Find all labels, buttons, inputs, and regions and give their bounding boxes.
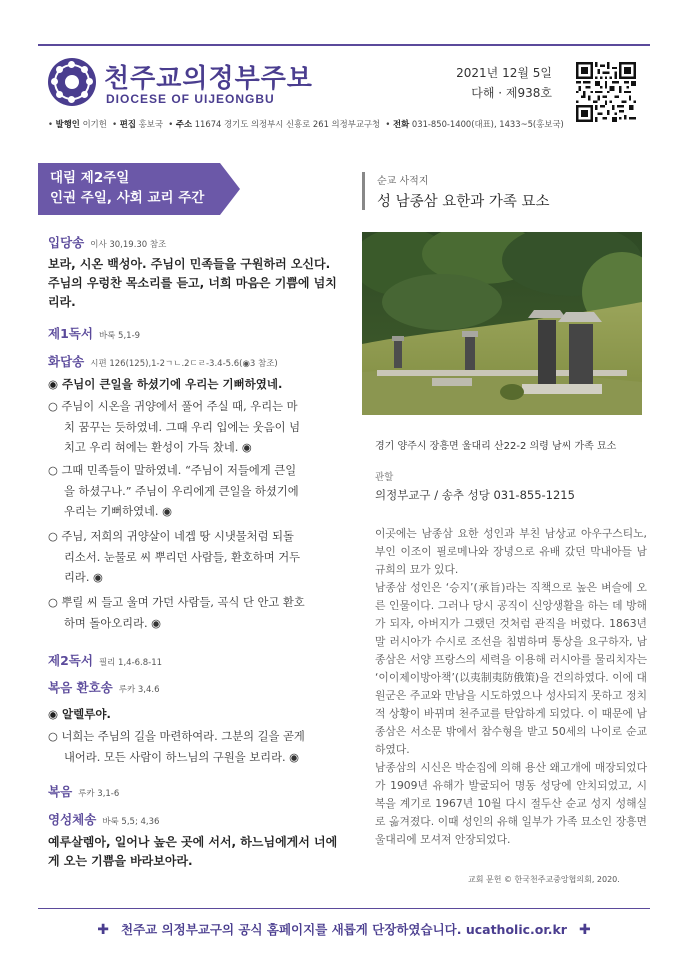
footer-notice[interactable] bbox=[0, 920, 688, 938]
footer-text: 천주교 의정부교구의 공식 홈페이지를 새롭게 단장하였습니다. ucatholic.or.kr bbox=[121, 922, 567, 937]
first-reading-title: 제1독서 바룩 5,1-9 bbox=[48, 326, 141, 341]
alleluia-response: ◉ 알렐루야. bbox=[48, 707, 111, 721]
banner-line-1: 대림 제2주일 bbox=[50, 170, 130, 186]
issue-number: 다해 · 제938호 bbox=[471, 86, 552, 100]
second-reading-title: 제2독서 필리 1,4-6.8-11 bbox=[48, 653, 163, 668]
masthead-title: 천주교의정부주보 bbox=[104, 64, 313, 94]
qr-code-icon[interactable] bbox=[576, 62, 636, 122]
article-paragraph-2: 남종삼 성인은 ‘승지’(承旨)라는 직책으로 높은 벼슬에 오른 인물이다. 그러나 당시 공직이 신앙생활을 하는 데 방해가 되자, 아버지가 그랬던 것처럼 관직을 버렸다. 1863년 말 러시아가 수시로 조선을 침범하며 통상을 요구하자, 남종삼은 서양 프랑스의 세력을 이용해 러시아를 물리치자는 ‘이이제이방아책’(以夷制夷防俄策)을 건의하였다. 이에 대원군은 주교와 만남을 시도하였으나 성사되지 못하고 정치적 상황이 바뀌며 천주교를 탄압하게 되었다. 이 때문에 남종삼은 서소문 밖에서 참수형을 받고 50세의 나이로 순교하였다. bbox=[375, 581, 647, 756]
diocese-logo-icon bbox=[48, 58, 96, 106]
communion-text: 예루살렘아, 일어나 높은 곳에 서서, 하느님에게서 너에 게 오는 기쁨을 바라보아라. bbox=[48, 835, 338, 868]
psalm-verse-1: ○ 주님이 시온을 귀양에서 풀어 주실 때, 우리는 마 치 꿈꾸는 듯하였네. 그때 우리 입에는 웃음이 넘 치고 우리 혀에는 환성이 가득 찼네. ◉ bbox=[48, 400, 301, 454]
banner-line-2: 인권 주일, 사회 교리 주간 bbox=[50, 190, 205, 206]
photo-caption: 경기 양주시 장흥면 울대리 산22-2 의령 남씨 가족 묘소 bbox=[375, 441, 617, 452]
tomb-photo bbox=[362, 232, 642, 415]
article-paragraph-1: 이곳에는 남종삼 요한 성인과 부친 남상교 아우구스티노, 부인 이조이 필로메나와 장녕으로 유배 갔던 막내아들 남규희의 묘가 있다. bbox=[375, 527, 647, 576]
article-accent-bar bbox=[362, 172, 365, 210]
alleluia-title: 복음 환호송 루카 3,4.6 bbox=[48, 680, 160, 695]
entrance-antiphon-text: 보라, 시온 백성아. 주님이 민족들을 구원하러 오신다. 주님의 우렁찬 목소리를 듣고, 너희 마음은 기쁨에 넘치 리라. bbox=[48, 257, 337, 309]
psalm-title: 화답송 시편 126(125),1-2ㄱㄴ.2ㄷㄹ-3.4-5.6(◉3 참조) bbox=[48, 354, 278, 369]
article-paragraph-3: 남종삼의 시신은 박순집에 의해 용산 왜고개에 매장되었다가 1909년 유해가 발굴되어 명동 성당에 안치되었고, 시복을 계기로 1967년 10월 다시 절두산 순교 성지 성해실로 옮겨졌다. 이때 성인의 유해 일부가 가족 묘소인 장흥면 울대리에 모셔져 안장되었다. bbox=[375, 761, 647, 846]
bottom-rule bbox=[38, 908, 650, 909]
psalm-verse-3: ○ 주님, 저희의 귀양살이 네겝 땅 시냇물처럼 되돌 리소서. 눈물로 씨 뿌리던 사람들, 환호하며 거두 리라. ◉ bbox=[48, 530, 301, 584]
gospel-title: 복음 루카 3,1-6 bbox=[48, 784, 120, 799]
publisher-info: • 발행인 이기헌 • 편집 홍보국 • 주소 11674 경기도 의정부시 신흥로 261 의정부교구청 • 전화 031-850-1400(대표), 1433~5(홍보국) bbox=[48, 119, 564, 129]
jurisdiction-contact: 의정부교구 / 송추 성당 031-855-1215 bbox=[375, 488, 575, 502]
psalm-response: ◉ 주님이 큰일을 하셨기에 우리는 기뻐하였네. bbox=[48, 377, 283, 391]
article-title: 성 남종삼 요한과 가족 묘소 bbox=[377, 194, 550, 210]
communion-title: 영성체송 바룩 5,5; 4,36 bbox=[48, 812, 160, 827]
cross-icon: ✚ bbox=[578, 922, 591, 938]
masthead-subtitle: DIOCESE OF UIJEONGBU bbox=[106, 92, 275, 106]
cross-icon: ✚ bbox=[97, 922, 110, 938]
article-kicker: 순교 사적지 bbox=[377, 176, 429, 187]
psalm-verse-2: ○ 그때 민족들이 말하였네. “주님이 저들에게 큰일 을 하셨구나.” 주님이 우리에게 큰일을 하셨기에 우리는 기뻐하였네. ◉ bbox=[48, 464, 299, 518]
banner-text bbox=[50, 168, 204, 208]
entrance-antiphon-title: 입당송 이사 30,19.30 참조 bbox=[48, 235, 167, 250]
article-body bbox=[375, 525, 647, 849]
issue-date: 2021년 12월 5일 bbox=[456, 66, 552, 80]
top-rule bbox=[38, 44, 650, 46]
jurisdiction-label: 관할 bbox=[375, 472, 394, 483]
alleluia-verse: ○ 너희는 주님의 길을 마련하여라. 그분의 길을 곧게 내어라. 모든 사람이 하느님의 구원을 보리라. ◉ bbox=[48, 730, 305, 764]
copyright-note: 교회 문헌 © 한국천주교중앙협의회, 2020. bbox=[468, 875, 620, 884]
psalm-verse-4: ○ 뿌릴 씨 들고 울며 가던 사람들, 곡식 단 안고 환호 하며 돌아오리라. ◉ bbox=[48, 596, 305, 630]
